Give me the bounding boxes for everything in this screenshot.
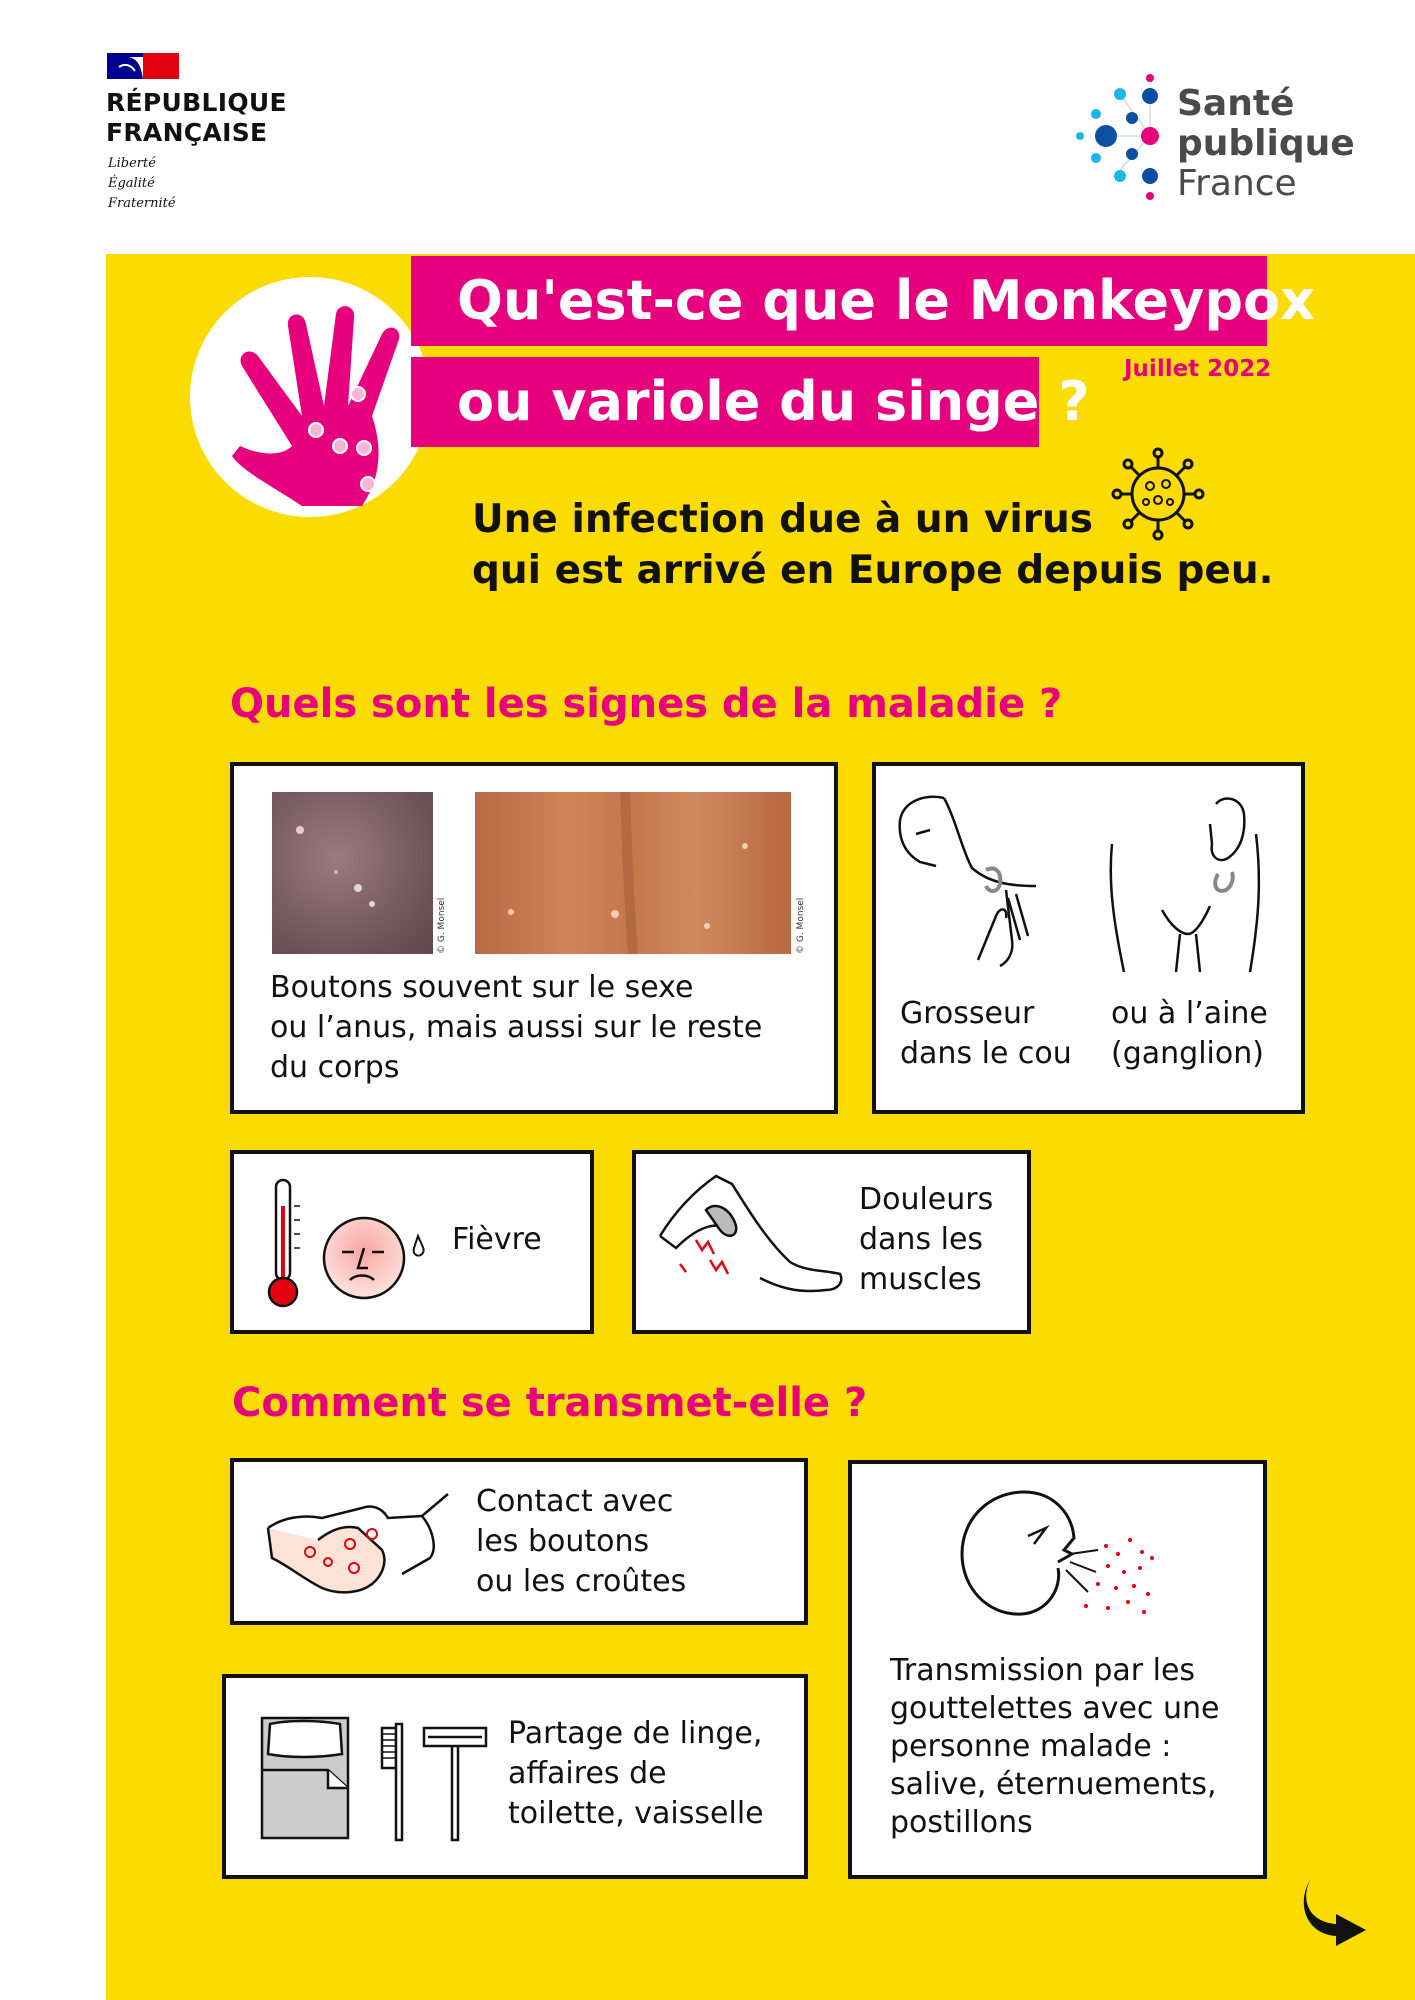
intro-line-2: qui est arrivé en Europe depuis peu.	[472, 548, 1274, 593]
droplets-line-1: Transmission par les	[890, 1653, 1196, 1688]
transmission-heading: Comment se transmet-elle ?	[232, 1380, 868, 1426]
rf-line-1: RÉPUBLIQUE	[106, 88, 287, 117]
muscles-description	[859, 1180, 993, 1300]
fever-label: Fièvre	[452, 1222, 542, 1257]
rash-photo-back	[475, 792, 791, 954]
droplets-line-2: gouttelettes avec une	[890, 1691, 1220, 1726]
rf-motto	[108, 154, 176, 214]
motto-fraternite: Fraternité	[108, 196, 176, 211]
toothbrush-razor-icon	[378, 1720, 490, 1844]
photo-credit-1: © G. Monsel	[437, 897, 447, 954]
contact-line-2: les boutons	[476, 1524, 650, 1559]
motto-liberte: Liberté	[108, 156, 156, 171]
groin-line-2: (ganglion)	[1111, 1036, 1264, 1071]
spf-line-france: France	[1177, 163, 1297, 204]
droplets-line-4: salive, éternuements,	[890, 1767, 1217, 1802]
rash-photo-closeup-lesions	[272, 792, 433, 954]
title-line-2: ou variole du singe ?	[411, 357, 1039, 447]
droplets-description	[890, 1652, 1219, 1842]
handshake-icon	[262, 1488, 452, 1598]
buttons-description	[270, 968, 762, 1088]
marianne-flag-logo	[107, 53, 179, 79]
sharing-line-1: Partage de linge,	[508, 1716, 763, 1751]
neck-line-2: dans le cou	[900, 1036, 1072, 1071]
neck-swelling-icon	[896, 790, 1046, 968]
sharing-description	[508, 1714, 764, 1834]
sharing-line-2: affaires de	[508, 1756, 667, 1791]
groin-line-1: ou à l’aine	[1111, 996, 1268, 1031]
contact-description	[476, 1482, 686, 1602]
droplets-line-3: personne malade :	[890, 1729, 1172, 1764]
motto-egalite: Égalité	[108, 176, 155, 191]
droplets-line-5: postillons	[890, 1805, 1033, 1840]
groin-description	[1111, 994, 1268, 1074]
photo-credit-2: © G. Monsel	[796, 897, 806, 954]
feverish-face-icon	[318, 1212, 430, 1300]
groin-swelling-icon	[1106, 794, 1266, 974]
intro-text	[472, 494, 1273, 596]
muscles-line-2: dans les	[859, 1222, 984, 1257]
neck-description	[900, 994, 1072, 1074]
neck-line-1: Grosseur	[900, 996, 1035, 1031]
contact-line-3: ou les croûtes	[476, 1564, 687, 1599]
sharing-line-3: toilette, vaisselle	[508, 1796, 764, 1831]
bed-linen-icon	[258, 1714, 352, 1842]
contact-line-1: Contact avec	[476, 1484, 674, 1519]
title-line-1: Qu'est-ce que le Monkeypox	[411, 256, 1267, 346]
rf-line-2: FRANÇAISE	[106, 118, 268, 147]
spf-wordmark	[1177, 84, 1355, 204]
buttons-line-1: Boutons souvent sur le sexe	[270, 970, 694, 1005]
rash-photo-closeup	[272, 792, 433, 954]
leg-pain-icon	[656, 1170, 846, 1300]
sante-publique-france-logo	[1076, 70, 1186, 214]
spf-line-sante: Santé	[1177, 83, 1295, 124]
spf-line-publique: publique	[1177, 123, 1355, 164]
thermometer-icon	[264, 1176, 304, 1312]
publication-date: Juillet 2022	[1124, 356, 1272, 382]
turn-page-arrow-icon[interactable]	[1300, 1878, 1370, 1948]
buttons-line-2: ou l’anus, mais aussi sur le reste	[270, 1010, 763, 1045]
muscles-line-1: Douleurs	[859, 1182, 994, 1217]
buttons-line-3: du corps	[270, 1050, 400, 1085]
rash-photo-back-lesions	[475, 792, 791, 954]
intro-line-1: Une infection due à un virus	[472, 497, 1093, 542]
republique-francaise-wordmark	[106, 88, 287, 148]
hand-rash-icon	[232, 306, 428, 512]
muscles-line-3: muscles	[859, 1262, 982, 1297]
sneezing-head-icon	[958, 1488, 1158, 1628]
signs-heading: Quels sont les signes de la maladie ?	[230, 681, 1063, 727]
